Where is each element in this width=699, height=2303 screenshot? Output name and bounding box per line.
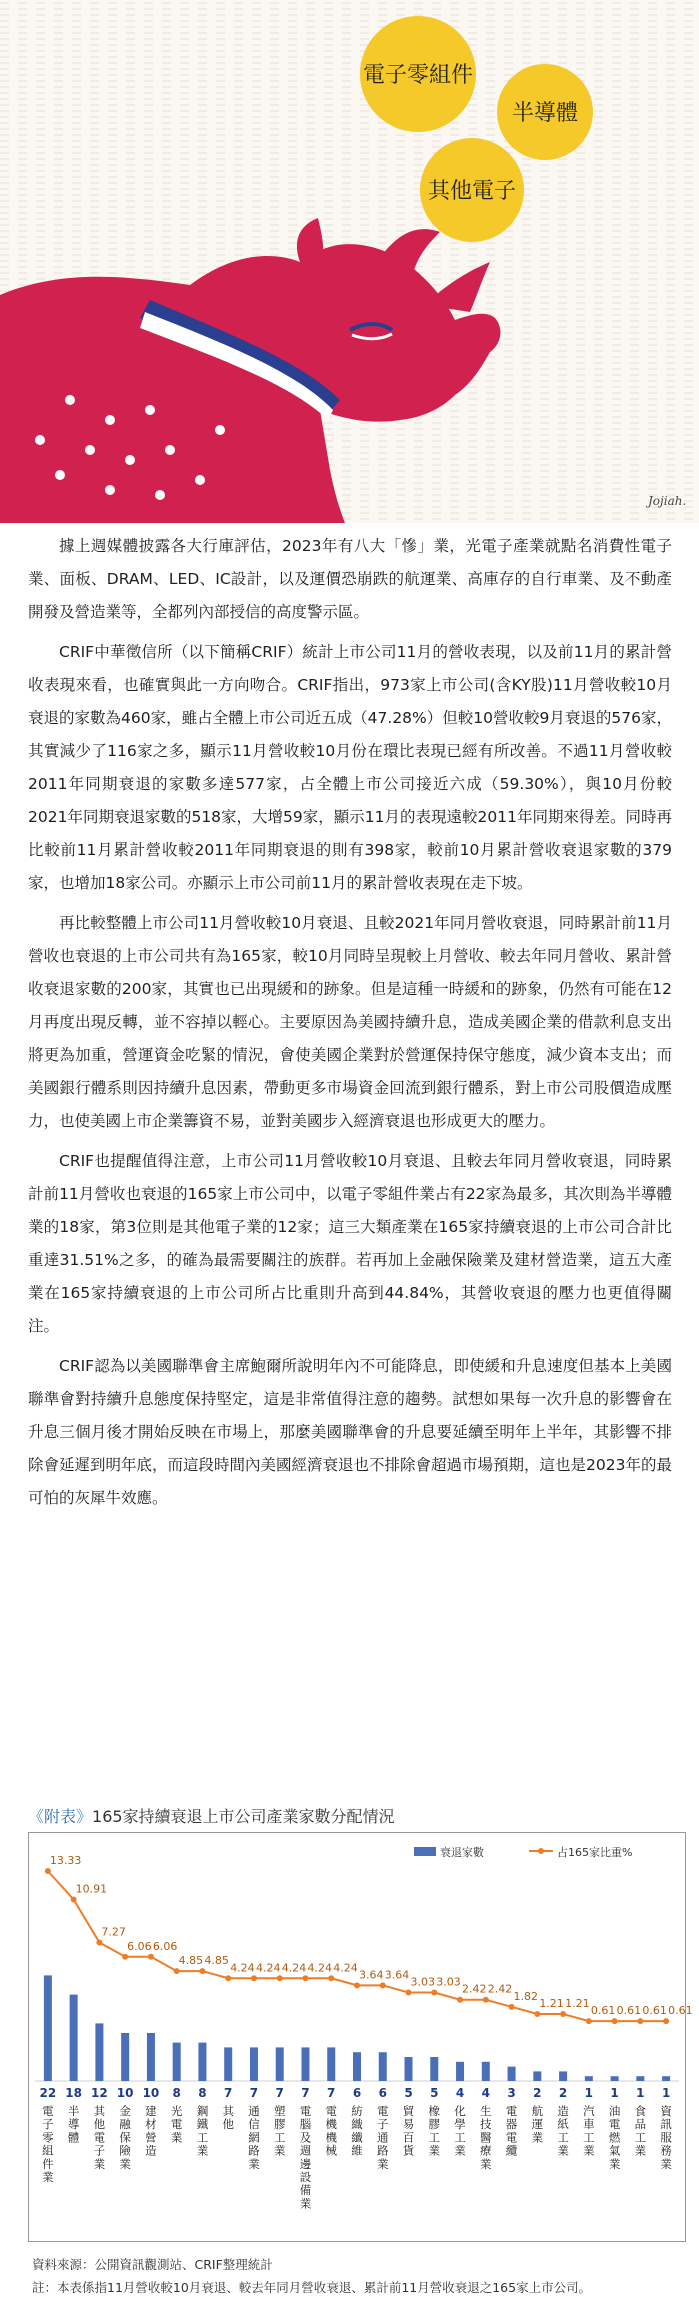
share-label-20: 1.21 xyxy=(565,1997,590,2011)
source-text: 資料來源：公開資訊觀測站、CRIF整理統計 xyxy=(32,2257,273,2272)
bar-9 xyxy=(276,2047,284,2081)
paragraph: CRIF也提醒值得注意，上市公司11月營收較10月衰退、且較去年同月營收衰退，同時累計前11月營收也衰退的165家上市公司中，以電子零組件業占有22家為最多，其次則為半導體業的18家，第3位則是其他電子業的12家；這三大類產業在165家持續衰退的上市公司合計比重達31.51%之多，的確為最需要關注的族群。若再加上金融保險業及建材營造業，這五大產業在165家持續衰退的上市公司所占比重則升高到44.84%，其營收衰退的壓力也更值得關注。 xyxy=(28,1152,672,1335)
category-label-23: 食品工業 xyxy=(634,2104,647,2158)
bar-value-13: 6 xyxy=(378,2086,387,2100)
share-point-18 xyxy=(509,2004,515,2010)
bar-value-24: 1 xyxy=(661,2086,671,2100)
share-label-23: 0.61 xyxy=(642,2004,667,2018)
share-point-4 xyxy=(148,1954,154,1960)
share-point-3 xyxy=(122,1954,128,1960)
category-label-1: 半導體 xyxy=(67,2104,80,2145)
bar-2 xyxy=(95,2023,103,2081)
bar-23 xyxy=(636,2076,644,2081)
category-label-13: 電子通路業 xyxy=(377,2104,389,2171)
bubble1-text: 電子零組件 xyxy=(362,63,474,88)
share-label-4: 6.06 xyxy=(152,1939,178,1953)
share-label-1: 10.91 xyxy=(75,1882,108,1896)
category-label-2: 其他電子業 xyxy=(93,2104,106,2171)
category-label-5: 光電業 xyxy=(170,2104,183,2145)
bar-value-6: 8 xyxy=(198,2086,207,2100)
category-label-14: 貿易百貨 xyxy=(402,2104,415,2158)
bar-value-4: 10 xyxy=(142,2086,160,2100)
category-label-6: 鋼鐵工業 xyxy=(196,2104,209,2158)
article-body xyxy=(28,530,672,1522)
category-label-3: 金融保險業 xyxy=(119,2104,131,2171)
bar-24 xyxy=(662,2076,670,2081)
bar-15 xyxy=(430,2057,438,2081)
share-point-8 xyxy=(251,1975,257,1981)
bar-value-19: 2 xyxy=(533,2086,542,2100)
bar-value-11: 7 xyxy=(327,2086,336,2100)
share-point-11 xyxy=(328,1975,334,1981)
bar-12 xyxy=(353,2052,361,2081)
bar-value-18: 3 xyxy=(507,2086,516,2100)
bar-value-16: 4 xyxy=(455,2086,465,2100)
industry-chart xyxy=(28,1832,693,2242)
bar-19 xyxy=(533,2071,541,2081)
share-label-15: 3.03 xyxy=(436,1975,461,1989)
share-point-0 xyxy=(45,1868,51,1874)
bar-1 xyxy=(70,1995,78,2081)
bar-8 xyxy=(250,2047,258,2081)
share-label-10: 4.24 xyxy=(307,1961,332,1975)
share-point-2 xyxy=(96,1940,102,1946)
category-label-0: 電子零組件業 xyxy=(42,2104,54,2184)
category-label-19: 航運業 xyxy=(531,2104,544,2145)
share-point-13 xyxy=(380,1982,386,1988)
artist-signature: Jojiah. xyxy=(648,494,687,508)
share-label-13: 3.64 xyxy=(384,1968,410,1982)
share-point-1 xyxy=(71,1897,77,1903)
share-point-16 xyxy=(457,1997,463,2003)
hero-illustration xyxy=(0,0,699,523)
share-label-8: 4.24 xyxy=(255,1961,281,1975)
category-label-16: 化學工業 xyxy=(454,2104,466,2158)
share-label-2: 7.27 xyxy=(101,1925,126,1939)
share-label-0: 13.33 xyxy=(49,1854,82,1867)
share-label-6: 4.85 xyxy=(204,1954,229,1968)
share-label-9: 4.24 xyxy=(281,1961,307,1975)
note-text: 註：本表係指11月營收較10月衰退、較去年同月營收衰退、累計前11月營收衰退之165家上市公司。 xyxy=(32,2280,592,2295)
bar-4 xyxy=(147,2033,155,2081)
bar-5 xyxy=(173,2043,181,2081)
bar-value-10: 7 xyxy=(301,2086,310,2100)
bar-13 xyxy=(379,2052,387,2081)
share-point-14 xyxy=(406,1990,412,1996)
bar-value-12: 6 xyxy=(352,2086,362,2100)
share-label-14: 3.03 xyxy=(410,1975,436,1989)
share-point-6 xyxy=(199,1968,205,1974)
share-label-21: 0.61 xyxy=(590,2004,616,2018)
share-label-19: 1.21 xyxy=(539,1997,564,2011)
legend-bar-label: 衰退家數 xyxy=(440,1846,484,1859)
category-label-22: 油電燃氣業 xyxy=(608,2104,621,2171)
bar-14 xyxy=(405,2057,413,2081)
bar-value-3: 10 xyxy=(116,2086,134,2100)
bar-value-1: 18 xyxy=(65,2086,82,2100)
category-label-17: 生技醫療業 xyxy=(480,2104,492,2171)
share-point-23 xyxy=(637,2018,643,2024)
share-point-20 xyxy=(560,2011,566,2017)
bar-18 xyxy=(508,2067,516,2081)
bar-value-5: 8 xyxy=(172,2086,181,2100)
paragraph: CRIF認為以美國聯準會主席鮑爾所說明年內不可能降息，即使緩和升息速度但基本上美國聯準會對持續升息態度保持堅定，這是非常值得注意的趨勢。試想如果每一次升息的影響會在升息三個月後才開始反映在市場上，那麼美國聯準會的升息要延續至明年上半年，其影響不排除會延遲到明年底，而這段時間內美國經濟衰退也不排除會超過市場預期，這也是2023年的最可怕的灰犀牛效應。 xyxy=(28,1357,672,1507)
share-point-19 xyxy=(534,2011,540,2017)
bar-7 xyxy=(224,2047,232,2081)
bar-value-8: 7 xyxy=(249,2086,259,2100)
category-label-15: 橡膠工業 xyxy=(428,2104,441,2158)
bubble3-text: 其他電子 xyxy=(427,179,517,204)
share-label-16: 2.42 xyxy=(462,1982,487,1996)
share-point-10 xyxy=(302,1975,308,1981)
figure-tag: 《附表》 xyxy=(28,1807,93,1826)
bar-value-2: 12 xyxy=(91,2086,108,2100)
share-label-18: 1.82 xyxy=(513,1989,539,2003)
bubble2-text: 半導體 xyxy=(511,101,579,126)
chart-legend xyxy=(414,1845,632,1859)
figure-title xyxy=(28,1804,395,1827)
bar-value-7: 7 xyxy=(224,2086,233,2100)
bar-0 xyxy=(44,1975,52,2081)
category-label-24: 資訊服務業 xyxy=(660,2104,672,2171)
bar-value-15: 5 xyxy=(430,2086,439,2100)
category-label-4: 建材營造 xyxy=(145,2104,157,2158)
share-point-9 xyxy=(277,1975,283,1981)
category-label-9: 塑膠工業 xyxy=(273,2104,286,2158)
bar-10 xyxy=(301,2047,309,2081)
legend-line-label: 占165家比重% xyxy=(557,1846,633,1859)
bar-20 xyxy=(559,2071,567,2081)
category-label-8: 通信網路業 xyxy=(248,2104,260,2171)
bar-value-21: 1 xyxy=(584,2086,594,2100)
legend-bar-swatch xyxy=(414,1847,436,1856)
bar-value-14: 5 xyxy=(404,2086,413,2100)
bar-value-9: 7 xyxy=(275,2086,284,2100)
share-label-7: 4.24 xyxy=(230,1961,255,1975)
category-label-21: 汽車工業 xyxy=(583,2104,595,2158)
share-label-12: 3.64 xyxy=(359,1968,384,1982)
share-label-24: 0.61 xyxy=(668,2004,693,2018)
figure-title-text: 165家持續衰退上市公司產業家數分配情況 xyxy=(92,1807,395,1826)
category-label-20: 造紙工業 xyxy=(557,2104,569,2158)
bar-3 xyxy=(121,2033,129,2081)
bar-22 xyxy=(611,2076,619,2081)
paragraph: CRIF中華徵信所（以下簡稱CRIF）統計上市公司11月的營收表現，以及前11月的累計營收表現來看，也確實與此一方向吻合。CRIF指出，973家上市公司(含KY股)11月營收較10月衰退的家數為460家，雖占全體上市公司近五成（47.28%）但較10營收較9月衰退的576家，其實減少了116家之多，顯示11月營收較10月份在環比表現已經有所改善。不過11月營收較2011年同期衰退的家數多達577家，占全體上市公司接近六成（59.30%），與10月份較2021年同期衰退家數的518家，大增59家，顯示11月的表現遠較2011年同期來得差。同時再比較前11月累計營收較2011年同期衰退的則有398家，較前10月累計營收衰退家數的379家，也增加18家公司。亦顯示上市公司前11月的累計營收表現在走下坡。 xyxy=(28,643,672,892)
chart-svg xyxy=(29,1833,693,2241)
bar-11 xyxy=(327,2047,335,2081)
bar-21 xyxy=(585,2076,593,2081)
bar-16 xyxy=(456,2062,464,2081)
share-label-5: 4.85 xyxy=(178,1954,204,1968)
category-label-18: 電器電纜 xyxy=(505,2104,518,2158)
share-point-15 xyxy=(431,1990,437,1996)
category-label-10: 電腦及週邊設備業 xyxy=(299,2104,312,2211)
category-label-12: 紡織纖維 xyxy=(351,2104,363,2158)
share-point-7 xyxy=(225,1975,231,1981)
bar-value-17: 4 xyxy=(481,2086,490,2100)
share-label-3: 6.06 xyxy=(127,1939,152,1953)
bar-value-23: 1 xyxy=(636,2086,645,2100)
paragraph: 再比較整體上市公司11月營收較10月衰退、且較2021年同月營收衰退，同時累計前11月營收也衰退的上市公司共有為165家，較10月同時呈現較上月營收、較去年同月營收、累計營收衰退家數的200家，其實也已出現緩和的跡象。但是這種一時緩和的跡象，仍然有可能在12月再度出現反轉，並不容掉以輕心。主要原因為美國持續升息，造成美國企業的借款利息支出將更為加重，營運資金吃緊的情況，會使美國企業對於營運保持保守態度，減少資本支出；而美國銀行體系則因持續升息因素，帶動更多市場資金回流到銀行體系，對上市公司股價造成壓力，也使美國上市企業籌資不易，並對美國步入經濟衰退也形成更大的壓力。 xyxy=(28,914,672,1130)
paragraph: 據上週媒體披露各大行庫評估，2023年有八大「慘」業，光電子產業就點名消費性電子業、面板、DRAM、LED、IC設計，以及運價恐崩跌的航運業、高庫存的自行車業、及不動產開發及營造業等，全都列內部授信的高度警示區。 xyxy=(28,537,672,621)
bar-value-22: 1 xyxy=(610,2086,619,2100)
share-label-22: 0.61 xyxy=(616,2004,642,2018)
share-point-22 xyxy=(612,2018,618,2024)
bar-6 xyxy=(198,2043,206,2081)
share-label-17: 2.42 xyxy=(487,1982,513,1996)
share-point-5 xyxy=(174,1968,180,1974)
category-label-11: 電機機械 xyxy=(325,2104,337,2158)
share-point-24 xyxy=(663,2018,669,2024)
share-point-12 xyxy=(354,1982,360,1988)
bar-value-20: 2 xyxy=(558,2086,568,2100)
share-label-11: 4.24 xyxy=(333,1961,358,1975)
rhino-illustration xyxy=(0,0,699,523)
share-point-17 xyxy=(483,1997,489,2003)
category-label-7: 其他 xyxy=(222,2104,234,2132)
share-point-21 xyxy=(586,2018,592,2024)
bar-17 xyxy=(482,2062,490,2081)
bar-value-0: 22 xyxy=(39,2086,57,2100)
